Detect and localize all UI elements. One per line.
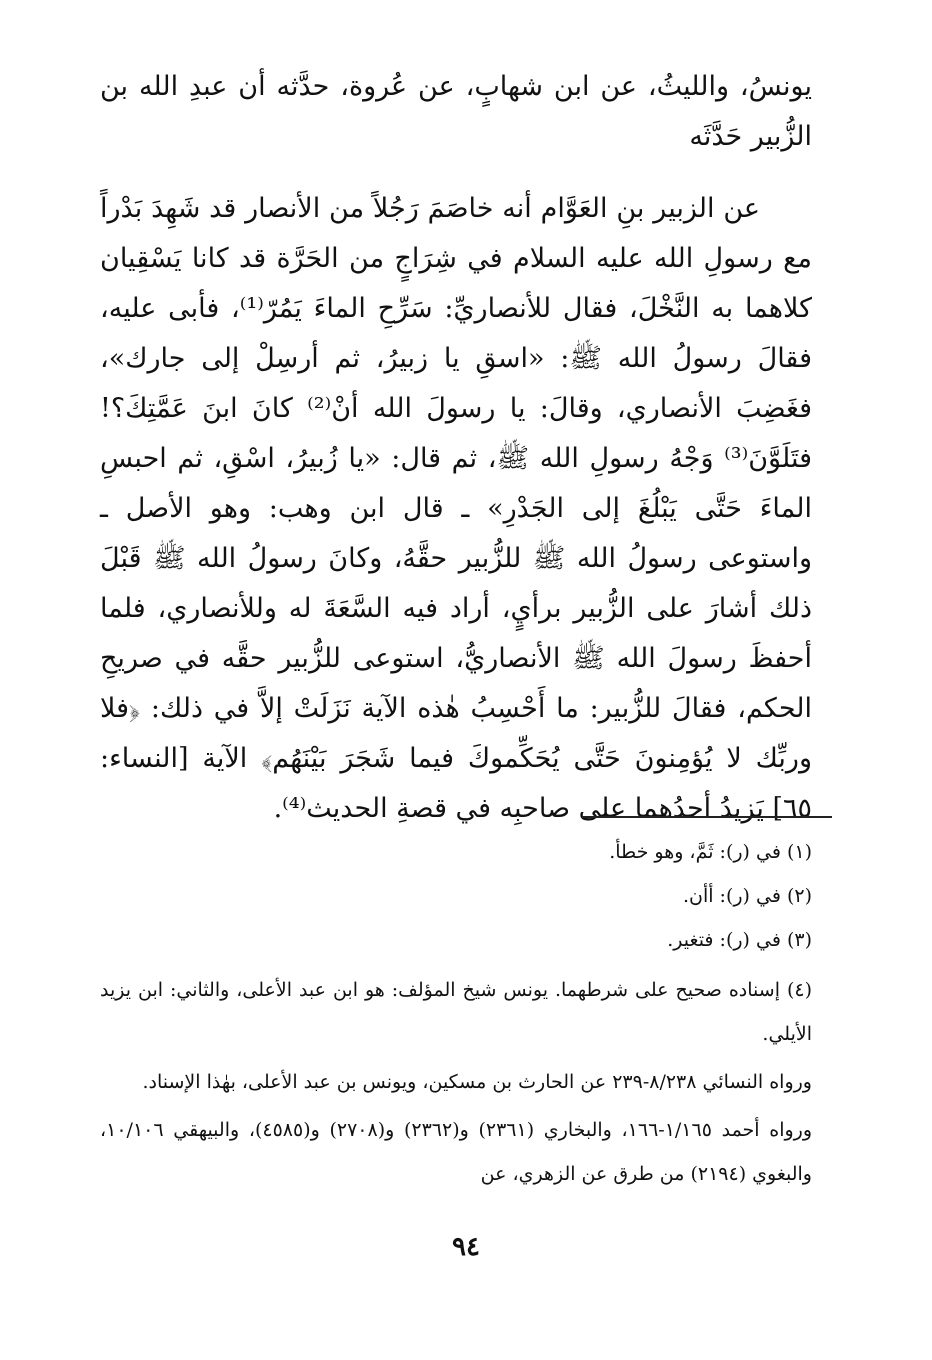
footnote-divider [582,816,832,818]
footnotes [100,830,812,1196]
footnote-4-nasai: ورواه النسائي ٨/٢٣٨-٢٣٩ عن الحارث بن مسكين، ويونس بن عبد الأعلى، بهٰذا الإسناد. [142,1071,812,1093]
main-text [100,62,812,834]
footnote-3: (٣) في (ر): فتغير. [667,929,812,951]
footnote-1: (١) في (ر): ثَمَّ، وهو خطأ. [609,841,812,863]
page-number: ٩٤ [452,1232,480,1262]
footnote-4-sources: ورواه أحمد ١/١٦٥-١٦٦، والبخاري (٢٣٦١) و(٢٣٦٢) و(٢٧٠٨) و(٤٥٨٥)، والبيهقي ١٠/١٠٦، والبغوي (٢١٩٤) من طرق عن الزهري، عن [100,1119,813,1185]
footnote-4-isnad: (٤) إسناده صحيح على شرطهما. يونس شيخ المؤلف: هو ابن عبد الأعلى، والثاني: ابن يزيد الأيلي. [100,979,812,1045]
hadith-paragraph: عن الزبير بنِ العَوَّام أنه خاصَمَ رَجُلاً من الأنصار قد شَهِدَ بَدْراً مع رسولِ الله عليه السلام في شِرَاجٍ من الحَرَّة قد كانا يَسْقِيان كلاهما به النَّخْلَ، فقال للأنصاريِّ: سَرِّحِ الماءَ يَمُرّ⁽¹⁾، فأبى عليه، فقالَ رسولُ الله ﷺ: «اسقِ يا زبيرُ، ثم أرسِلْ إلى جارك»، فغَضِبَ الأنصاري، وقالَ: يا رسولَ الله أنْ⁽²⁾ كانَ ابنَ عَمَّتِكَ؟! فتَلَوَّنَ⁽³⁾ وَجْهُ رسولِ الله ﷺ، ثم قال: «يا زُبيرُ، اسْقِ، ثم احبسِ الماءَ حَتَّى يَبْلُغَ إلى الجَدْرِ» ـ قال ابن وهب: وهو الأصل ـ واستوعى رسولُ الله ﷺ للزُّبير حقَّهُ، وكانَ رسولُ الله ﷺ قَبْلَ ذلك أشارَ على الزُّبير برأيٍ، أراد فيه السَّعَةَ له وللأنصاري، فلما أحفظَ رسولَ الله ﷺ الأنصاريُّ، استوعى للزُّبير حقَّه في صريحِ الحكم، فقالَ للزُّبير: ما أَحْسِبُ هٰذه الآية نَزَلَتْ إلاَّ في ذلك: ﴿فلا وربِّك لا يُؤمِنونَ حَتَّى يُحَكِّموكَ فيما شَجَرَ بَيْنَهُم﴾ الآية [النساء: ٦٥] يَزيدُ أحدُهما على صاحبِه في قصةِ الحديث⁽⁴⁾. [100,193,812,824]
footnote-2: (٢) في (ر): أأن. [682,885,812,907]
intro-paragraph: يونسُ، والليثُ، عن ابن شهابٍ، عن عُروة، حدَّثه أن عبدِ الله بن الزُّبير حَدَّثَه [100,71,812,152]
